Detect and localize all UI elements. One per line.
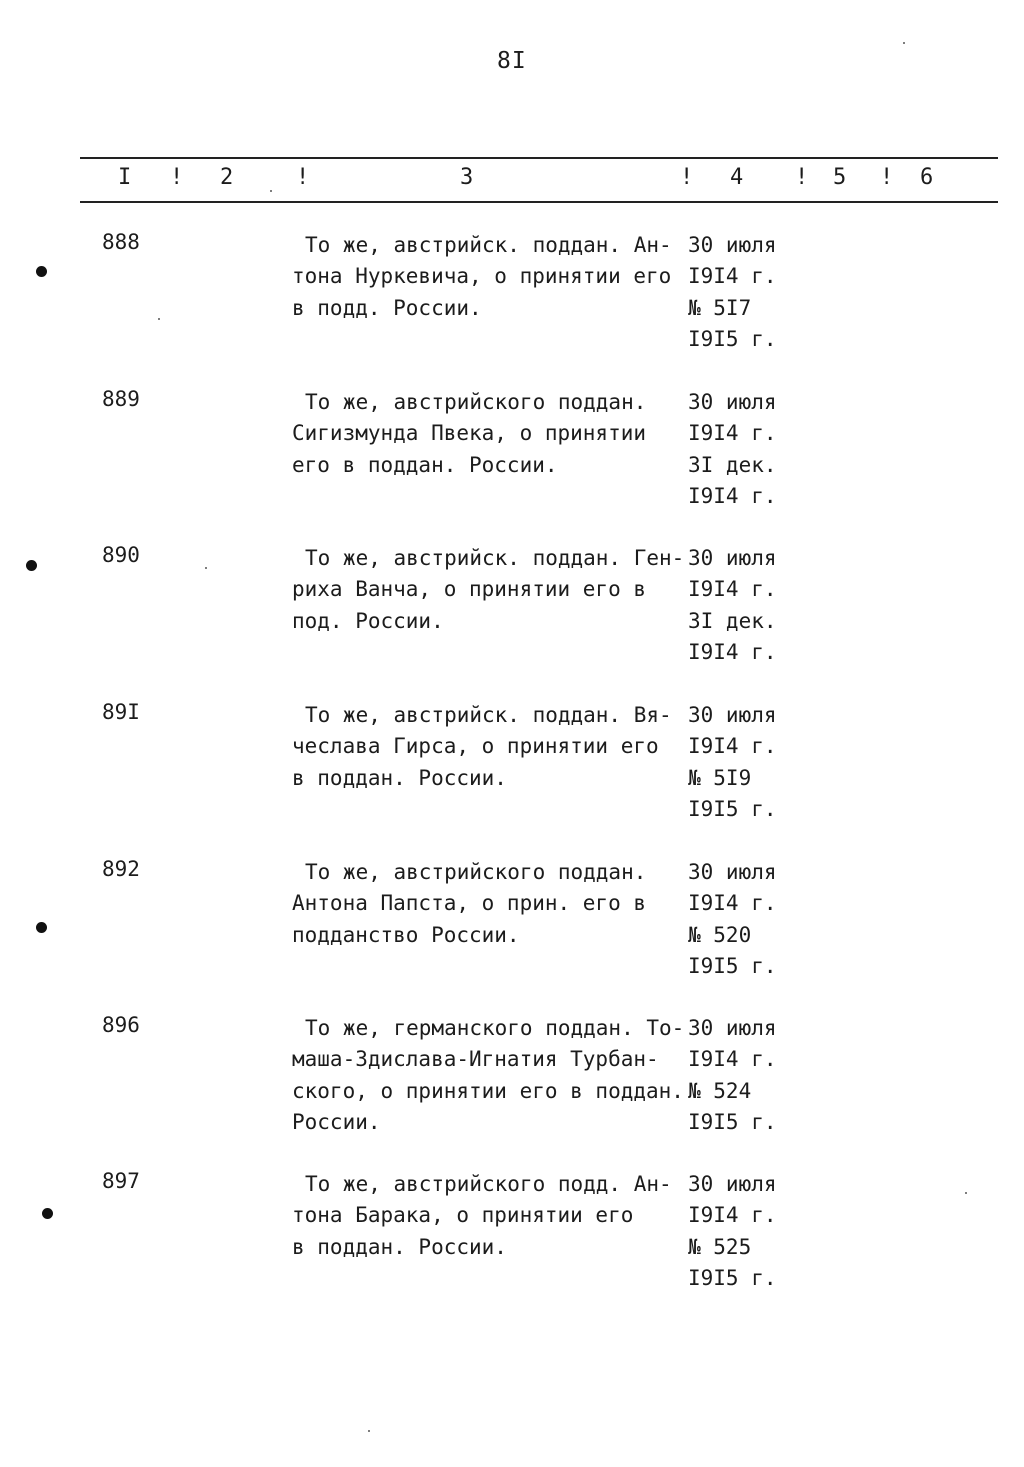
date-line: 30 июля bbox=[688, 233, 777, 257]
table-row bbox=[0, 700, 1024, 830]
scan-speck bbox=[368, 1430, 370, 1432]
entry-dates bbox=[688, 1013, 777, 1138]
date-line: I9I5 г. bbox=[688, 326, 777, 351]
punch-hole-mark bbox=[26, 560, 37, 571]
header-separator: ! bbox=[296, 165, 310, 190]
entry-number: 897 bbox=[102, 1169, 140, 1193]
date-line: 30 июля bbox=[688, 1016, 777, 1040]
date-line: I9I4 г. bbox=[688, 421, 777, 446]
description-line: То же, германского поддан. То- bbox=[305, 1016, 685, 1040]
table-header-rule bbox=[80, 201, 998, 203]
description-line: То же, австрийского подд. Ан- bbox=[305, 1172, 672, 1196]
date-line: I9I5 г. bbox=[688, 796, 777, 821]
date-line: 3I дек. bbox=[688, 608, 777, 633]
header-col-6: 6 bbox=[920, 165, 934, 190]
description-line: Антона Папста, о прин. его в bbox=[292, 891, 647, 916]
date-line: I9I4 г. bbox=[688, 264, 777, 289]
header-col-3: 3 bbox=[460, 165, 474, 190]
date-line: I9I4 г. bbox=[688, 1203, 777, 1228]
scan-speck bbox=[158, 318, 160, 320]
table-row bbox=[0, 1169, 1024, 1299]
header-separator: ! bbox=[795, 165, 809, 190]
date-line: I9I4 г. bbox=[688, 891, 777, 916]
punch-hole-mark bbox=[36, 922, 47, 933]
entry-dates bbox=[688, 700, 777, 825]
description-line: То же, австрийск. поддан. Ген- bbox=[305, 546, 685, 570]
description-line: тона Нуркевича, о принятии его bbox=[292, 264, 672, 289]
date-line: 30 июля bbox=[688, 1172, 777, 1196]
entry-dates bbox=[688, 230, 777, 355]
entry-description bbox=[292, 700, 692, 794]
entry-number: 89I bbox=[102, 700, 140, 724]
date-line: I9I4 г. bbox=[688, 639, 777, 664]
header-col-5: 5 bbox=[833, 165, 847, 190]
description-line: чеслава Гирса, о принятии его bbox=[292, 734, 659, 759]
header-separator: ! bbox=[880, 165, 894, 190]
description-line: маша-Здислава-Игнатия Турбан- bbox=[292, 1047, 659, 1072]
entry-description bbox=[292, 387, 692, 481]
date-line: 30 июля bbox=[688, 390, 777, 414]
entry-dates bbox=[688, 387, 777, 512]
entry-dates bbox=[688, 857, 777, 982]
description-line: в поддан. России. bbox=[292, 1234, 507, 1259]
entry-dates bbox=[688, 1169, 777, 1294]
table-row bbox=[0, 230, 1024, 360]
date-line: № 5I9 bbox=[688, 765, 752, 790]
date-line: I9I4 г. bbox=[688, 734, 777, 759]
date-line: I9I4 г. bbox=[688, 483, 777, 508]
date-line: I9I5 г. bbox=[688, 1265, 777, 1290]
description-line: в поддан. России. bbox=[292, 765, 507, 790]
table-top-rule bbox=[80, 157, 998, 159]
date-line: № 525 bbox=[688, 1234, 752, 1259]
description-line: То же, австрийского поддан. bbox=[305, 390, 647, 414]
date-line: 30 июля bbox=[688, 703, 777, 727]
table-row bbox=[0, 857, 1024, 987]
entry-number: 888 bbox=[102, 230, 140, 254]
table-row bbox=[0, 387, 1024, 517]
date-line: 30 июля bbox=[688, 860, 777, 884]
date-line: 3I дек. bbox=[688, 452, 777, 477]
page-number: 8I bbox=[497, 48, 527, 74]
punch-hole-mark bbox=[42, 1208, 53, 1219]
description-line: тона Барака, о принятии его bbox=[292, 1203, 634, 1228]
entry-number: 892 bbox=[102, 857, 140, 881]
punch-hole-mark bbox=[36, 266, 47, 277]
header-separator: ! bbox=[170, 165, 184, 190]
description-line: под. России. bbox=[292, 608, 444, 633]
header-col-4: 4 bbox=[730, 165, 744, 190]
entry-number: 889 bbox=[102, 387, 140, 411]
description-line: России. bbox=[292, 1109, 381, 1134]
entry-description bbox=[292, 230, 692, 324]
entry-dates bbox=[688, 543, 777, 668]
entry-number: 896 bbox=[102, 1013, 140, 1037]
header-col-1: I bbox=[118, 165, 132, 190]
description-line: Сигизмунда Пвека, о принятии bbox=[292, 421, 647, 446]
table-row bbox=[0, 543, 1024, 673]
date-line: I9I4 г. bbox=[688, 1047, 777, 1072]
scan-speck bbox=[205, 567, 207, 569]
entry-number: 890 bbox=[102, 543, 140, 567]
description-line: риха Ванча, о принятии его в bbox=[292, 577, 647, 602]
date-line: № 520 bbox=[688, 922, 752, 947]
date-line: I9I5 г. bbox=[688, 953, 777, 978]
description-line: подданство России. bbox=[292, 922, 520, 947]
description-line: То же, австрийск. поддан. Ан- bbox=[305, 233, 672, 257]
table-row bbox=[0, 1013, 1024, 1143]
description-line: в подд. России. bbox=[292, 295, 482, 320]
scan-speck bbox=[965, 1192, 967, 1194]
date-line: I9I5 г. bbox=[688, 1109, 777, 1134]
scan-speck bbox=[270, 190, 272, 192]
entry-description bbox=[292, 1013, 692, 1138]
description-line: То же, австрийского поддан. bbox=[305, 860, 647, 884]
description-line: ского, о принятии его в поддан. bbox=[292, 1078, 684, 1103]
scan-speck bbox=[903, 42, 905, 44]
description-line: его в поддан. России. bbox=[292, 452, 558, 477]
entry-description bbox=[292, 543, 692, 637]
date-line: № 524 bbox=[688, 1078, 752, 1103]
header-separator: ! bbox=[680, 165, 694, 190]
description-line: То же, австрийск. поддан. Вя- bbox=[305, 703, 672, 727]
header-col-2: 2 bbox=[220, 165, 234, 190]
date-line: 30 июля bbox=[688, 546, 777, 570]
date-line: № 5I7 bbox=[688, 295, 752, 320]
date-line: I9I4 г. bbox=[688, 577, 777, 602]
entry-description bbox=[292, 1169, 692, 1263]
entry-description bbox=[292, 857, 692, 951]
